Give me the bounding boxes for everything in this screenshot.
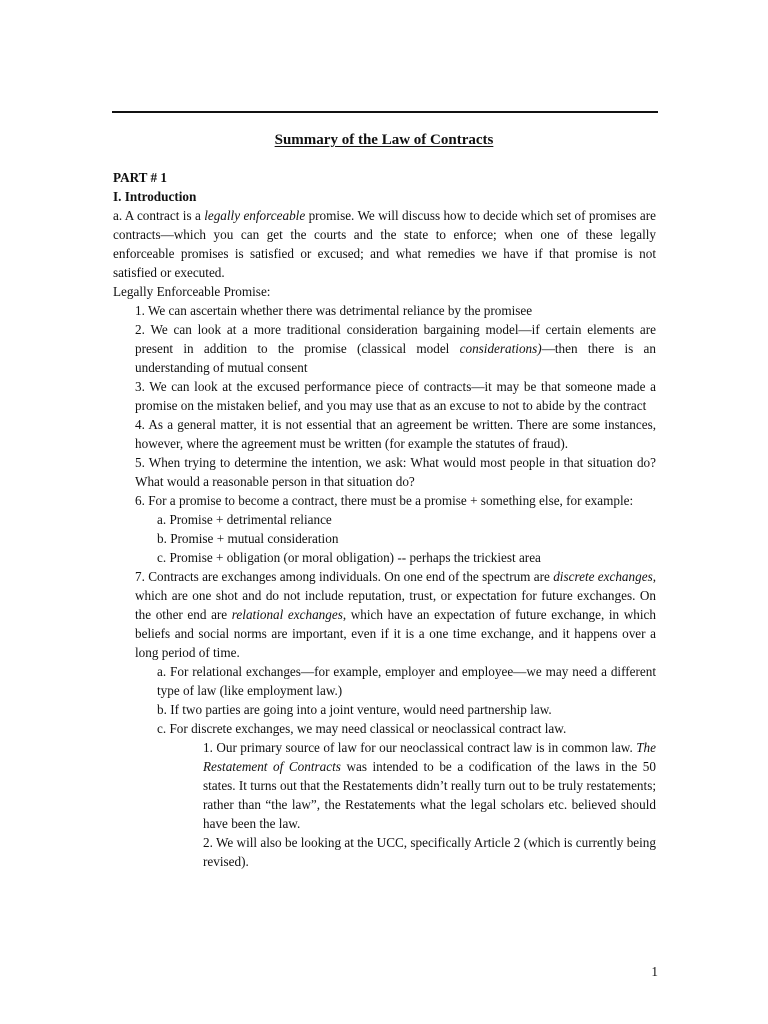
list-item-7c: c. For discrete exchanges, we may need classical or neoclassical contract law. <box>157 721 567 736</box>
item7-post: , which have an expectation of future exchange, in which beliefs and social norms are important, even if it is a one time exchange, and it happens over a long period of time. <box>135 607 656 660</box>
top-rule <box>112 111 658 113</box>
item7c1-post: was intended to be a codification of the laws in the 50 states. It turns out that the Restatements didn’t really turn out to be truly restatements; rather than “the law”, the Restatements what the legal scholars etc. believed should have been the law. <box>203 759 656 831</box>
list-item-6: 6. For a promise to become a contract, there must be a promise + something else, for example: <box>135 493 634 508</box>
document-body <box>113 168 656 871</box>
list-item-2 <box>113 320 656 377</box>
list-item-7 <box>113 567 656 662</box>
list-item-6b: b. Promise + mutual consideration <box>157 531 339 546</box>
part-heading: PART # 1 <box>113 170 167 185</box>
intro-emph: legally enforceable <box>204 208 306 223</box>
list-item-7a: a. For relational exchanges—for example, employer and employee—we may need a different type of law (like employment law.) <box>157 664 656 698</box>
item7-pre: 7. Contracts are exchanges among individuals. On one end of the spectrum are <box>135 569 554 584</box>
intro-paragraph <box>113 206 656 282</box>
document-title: Summary of the Law of Contracts <box>274 132 494 148</box>
section-heading: I. Introduction <box>113 189 197 204</box>
list-item-6c: c. Promise + obligation (or moral obligation) -- perhaps the trickiest area <box>157 550 541 565</box>
list-item-7c2: 2. We will also be looking at the UCC, specifically Article 2 (which is currently being revised). <box>203 835 656 869</box>
item2-emph: considerations) <box>459 341 542 356</box>
intro-pre: a. A contract is a <box>113 208 205 223</box>
item7-emph-relational: relational exchanges <box>231 607 343 622</box>
intro-post: promise. We will discuss how to decide which set of promises are contracts—which you can get the courts and the state to enforce; when one of these legally enforceable promises is satisfied or excused; and what remedies we have if that promise is not satisfied or executed. <box>113 208 656 280</box>
page-number: 1 <box>651 964 658 979</box>
list-item-7b: b. If two parties are going into a joint venture, would need partnership law. <box>157 702 552 717</box>
item7-mid: , which are one shot and do not include reputation, trust, or expectation for future exchanges. On the other end are <box>135 569 656 622</box>
list-item-1: 1. We can ascertain whether there was detrimental reliance by the promisee <box>135 303 533 318</box>
list-item-3: 3. We can look at the excused performance piece of contracts—it may be that someone made a promise on the mistaken belief, and you may use that as an excuse to not to abide by the contract <box>135 379 656 413</box>
subheading: Legally Enforceable Promise: <box>113 284 271 299</box>
list-item-4: 4. As a general matter, it is not essential that an agreement be written. There are some instances, however, where the agreement must be written (for example the statutes of fraud). <box>135 417 656 451</box>
list-item-5: 5. When trying to determine the intention, we ask: What would most people in that situation do? What would a reasonable person in that situation do? <box>135 455 656 489</box>
item2-post: —then there is an understanding of mutual consent <box>135 341 656 375</box>
list-item-7c1 <box>113 738 656 833</box>
item2-pre: 2. We can look at a more traditional consideration bargaining model—if certain elements are present in addition to the promise (classical model <box>135 322 656 356</box>
item7c1-emph: The Restatement of Contracts <box>203 740 656 774</box>
list-item-6a: a. Promise + detrimental reliance <box>157 512 332 527</box>
item7c1-pre: 1. Our primary source of law for our neoclassical contract law is in common law. <box>203 740 637 755</box>
item7-emph-discrete: discrete exchanges <box>553 569 653 584</box>
